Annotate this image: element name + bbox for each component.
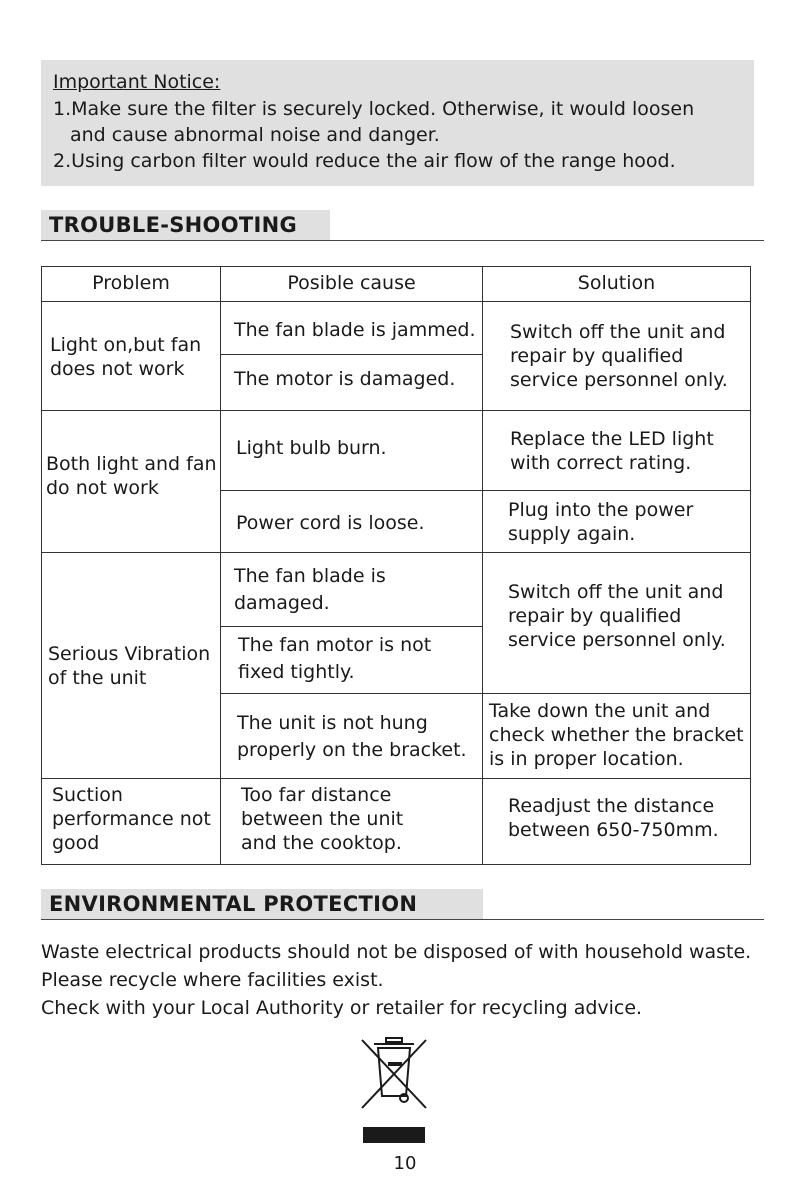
row2-solution-2 xyxy=(508,498,693,546)
table-subrow-divider xyxy=(220,626,482,627)
text-line: The fan motor is not xyxy=(238,634,432,656)
troubleshooting-heading: TROUBLE-SHOOTING xyxy=(41,210,330,240)
text-line: Serious Vibration xyxy=(48,643,211,665)
weee-underline-bar xyxy=(363,1127,425,1143)
row2-cause-2 xyxy=(236,511,425,535)
notice-title: Important Notice: xyxy=(53,71,221,93)
row1-cause-1 xyxy=(234,318,476,342)
text-line: between the unit xyxy=(241,808,404,830)
text-line: and the cooktop. xyxy=(241,832,402,854)
text-line: Both light and fan xyxy=(46,453,217,475)
table-row-divider xyxy=(41,778,751,779)
page-number: 10 xyxy=(393,1153,417,1174)
text-line: does not work xyxy=(50,358,185,380)
row3-solution-2 xyxy=(489,699,744,771)
text-line: Readjust the distance xyxy=(508,795,715,817)
table-subrow-divider xyxy=(220,490,751,491)
row4-solution xyxy=(508,794,719,842)
row2-problem xyxy=(46,452,217,500)
notice-line-1: 1.Make sure the filter is securely locked. Otherwise, it would loosen xyxy=(53,98,695,120)
text-line: Switch off the unit and xyxy=(510,321,726,343)
text-line: Too far distance xyxy=(241,784,392,806)
text-line: Power cord is loose. xyxy=(236,512,425,534)
text-line: Light bulb burn. xyxy=(236,437,387,459)
row1-problem xyxy=(50,333,201,381)
header-cause: Posible cause xyxy=(287,272,416,294)
text-line: The motor is damaged. xyxy=(234,368,456,390)
text-line: properly on the bracket. xyxy=(237,739,467,761)
text-line: Light on,but fan xyxy=(50,334,202,356)
row2-solution-1 xyxy=(510,427,714,475)
text-line: supply again. xyxy=(508,523,636,545)
environment-line-3: Check with your Local Authority or retailer for recycling advice. xyxy=(41,997,643,1019)
text-line: damaged. xyxy=(234,592,330,614)
table-subrow-divider xyxy=(220,354,482,355)
text-line: with correct rating. xyxy=(510,452,692,474)
table-border-top xyxy=(41,266,751,267)
text-line: Replace the LED light xyxy=(510,428,714,450)
text-line: service personnel only. xyxy=(508,629,726,651)
header-solution: Solution xyxy=(577,272,656,294)
row2-cause-1 xyxy=(236,436,387,460)
row3-problem xyxy=(48,642,210,690)
notice-line-2: 2.Using carbon filter would reduce the air flow of the range hood. xyxy=(53,150,676,172)
troubleshooting-rule xyxy=(41,240,764,241)
text-line: Plug into the power xyxy=(508,499,694,521)
table-border-bottom xyxy=(41,864,751,865)
text-line: between 650-750mm. xyxy=(508,819,719,841)
environment-rule xyxy=(41,919,764,920)
row1-solution xyxy=(510,320,728,392)
text-line: do not work xyxy=(46,477,159,499)
table-subrow-divider xyxy=(220,693,751,694)
text-line: repair by qualified xyxy=(508,605,682,627)
text-line: Take down the unit and xyxy=(489,700,711,722)
important-notice-box xyxy=(41,60,754,186)
text-line: The fan blade is jammed. xyxy=(234,319,476,341)
text-line: performance not xyxy=(52,808,211,830)
row4-problem xyxy=(52,783,211,855)
environment-line-2: Please recycle where facilities exist. xyxy=(41,969,384,991)
header-problem: Problem xyxy=(92,272,170,294)
text-line: The fan blade is xyxy=(234,565,386,587)
table-col-divider-2 xyxy=(482,266,483,865)
crossed-out-wheelie-bin-icon xyxy=(358,1036,430,1112)
notice-line-1-cont: and cause abnormal noise and danger. xyxy=(70,124,440,146)
row1-cause-2 xyxy=(234,367,455,391)
table-row-divider xyxy=(41,552,751,553)
table-row-divider xyxy=(41,410,751,411)
table-border-left xyxy=(41,266,42,865)
text-line: of the unit xyxy=(48,667,147,689)
text-line: repair by qualified xyxy=(510,345,684,367)
text-line: is in proper location. xyxy=(489,748,684,770)
text-line: Switch off the unit and xyxy=(508,581,724,603)
row3-cause-1 xyxy=(234,563,386,617)
text-line: fixed tightly. xyxy=(238,661,355,683)
row3-cause-2 xyxy=(238,632,431,686)
environment-line-1: Waste electrical products should not be disposed of with household waste. xyxy=(41,941,752,963)
table-col-divider-1 xyxy=(220,266,221,865)
row3-cause-3 xyxy=(237,710,467,764)
table-row-divider xyxy=(41,301,751,302)
text-line: service personnel only. xyxy=(510,369,728,391)
row4-cause xyxy=(241,783,403,855)
text-line: check whether the bracket xyxy=(489,724,744,746)
row3-solution-1 xyxy=(508,580,726,652)
table-border-right xyxy=(750,266,751,865)
text-line: good xyxy=(52,832,100,854)
environment-heading: ENVIRONMENTAL PROTECTION xyxy=(41,889,483,919)
text-line: The unit is not hung xyxy=(237,712,428,734)
text-line: Suction xyxy=(52,784,123,806)
